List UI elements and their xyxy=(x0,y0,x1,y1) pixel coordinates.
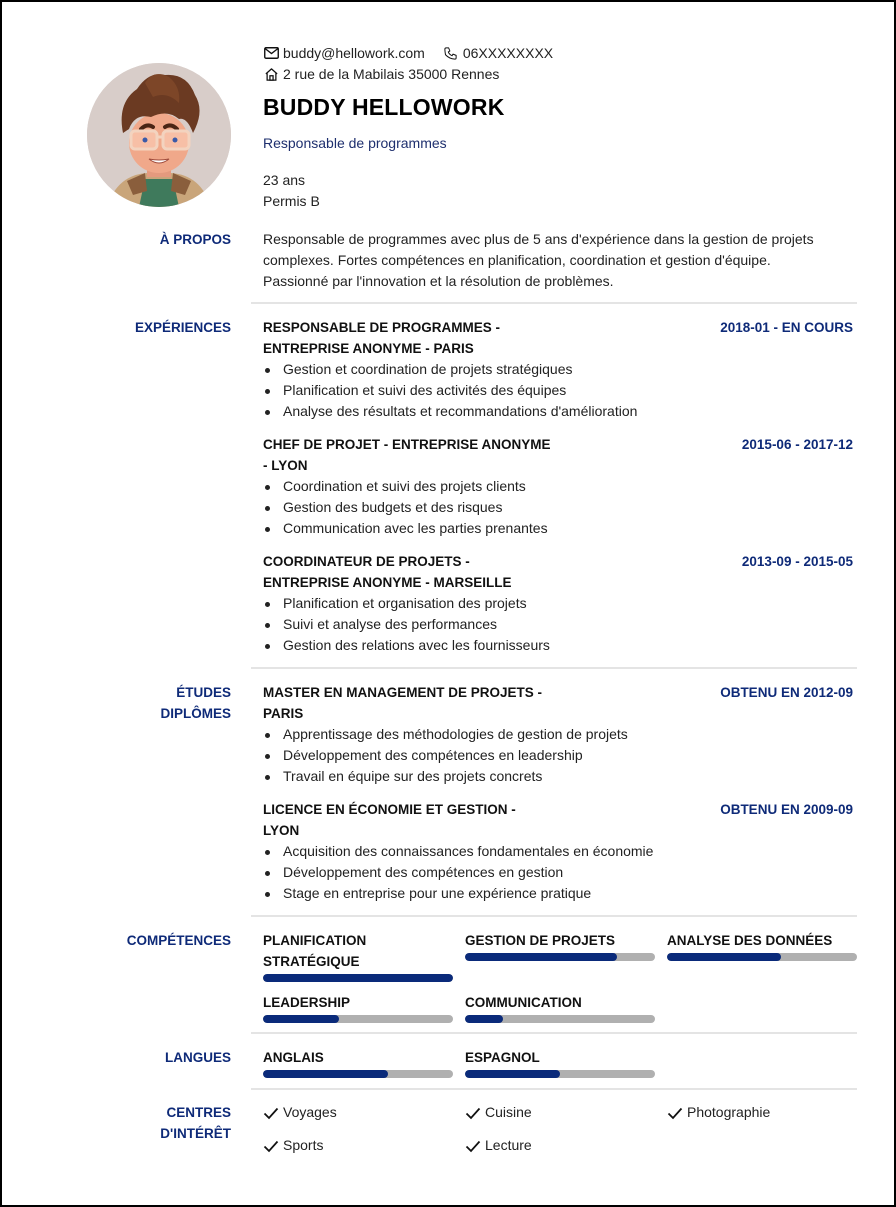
section-divider xyxy=(251,302,857,304)
skill-item xyxy=(263,992,453,1023)
skill-name-line: COMMUNICATION xyxy=(465,995,582,1010)
skill-level-fill xyxy=(263,974,453,982)
section-divider xyxy=(251,1032,857,1034)
avatar-illustration xyxy=(87,63,231,207)
skill-item xyxy=(465,992,655,1023)
skill-item xyxy=(667,930,857,961)
education-bullets xyxy=(263,841,653,904)
education-bullets xyxy=(263,724,628,787)
section-label-line: CENTRES xyxy=(166,1105,231,1120)
bullet-item: Gestion des budgets et des risques xyxy=(263,497,548,518)
experience-title-line: ENTREPRISE ANONYME - MARSEILLE xyxy=(263,575,512,590)
interest-label: Lecture xyxy=(485,1137,532,1153)
language-level-bar xyxy=(465,1070,655,1078)
experience-bullets xyxy=(263,476,548,539)
bullet-item: Développement des compétences en gestion xyxy=(263,862,653,883)
skill-name xyxy=(263,992,453,1013)
experience-title xyxy=(263,317,583,359)
skill-level-fill xyxy=(465,1015,503,1023)
skill-name xyxy=(667,930,857,951)
about-line: Passionné par l'innovation et la résolution de problèmes. xyxy=(263,273,614,289)
checkmark-icon xyxy=(263,1105,279,1121)
experience-title-line: - LYON xyxy=(263,458,308,473)
contact-row-1 xyxy=(263,45,571,61)
experience-date: 2015-06 - 2017-12 xyxy=(741,437,853,452)
skill-level-fill xyxy=(465,953,617,961)
interest-item xyxy=(465,1102,532,1123)
bullet-item: Planification et organisation des projets xyxy=(263,593,550,614)
skill-name xyxy=(465,930,655,951)
language-level-fill xyxy=(263,1070,388,1078)
language-item xyxy=(263,1047,453,1078)
interest-item xyxy=(465,1135,532,1156)
interest-item xyxy=(667,1102,770,1123)
experience-title-line: RESPONSABLE DE PROGRAMMES - xyxy=(263,320,501,335)
education-title-line: LICENCE EN ÉCONOMIE ET GESTION - xyxy=(263,802,516,817)
bullet-item: Apprentissage des méthodologies de gestion de projets xyxy=(263,724,628,745)
email-text: buddy@hellowork.com xyxy=(283,45,425,61)
skill-name-line: STRATÉGIQUE xyxy=(263,954,360,969)
skill-name xyxy=(263,930,453,972)
bullet-item: Analyse des résultats et recommandations d'amélioration xyxy=(263,401,637,422)
candidate-age: 23 ans xyxy=(263,172,306,188)
experience-date: 2013-09 - 2015-05 xyxy=(741,554,853,569)
section-divider xyxy=(251,915,857,917)
skill-item xyxy=(465,930,655,961)
education-title xyxy=(263,799,583,841)
language-level-bar xyxy=(263,1070,453,1078)
skill-name-line: GESTION DE PROJETS xyxy=(465,933,616,948)
section-label-line: DIPLÔMES xyxy=(160,706,231,721)
education-title-line: LYON xyxy=(263,823,300,838)
language-name: ESPAGNOL xyxy=(465,1050,540,1065)
section-label-skills: COMPÉTENCES xyxy=(126,933,231,948)
experience-bullets xyxy=(263,359,637,422)
experience-title-line: CHEF DE PROJET - ENTREPRISE ANONYME xyxy=(263,437,551,452)
skill-level-bar xyxy=(465,953,655,961)
email-item[interactable] xyxy=(263,45,425,61)
address-item xyxy=(263,66,499,82)
section-label-line: D'INTÉRÊT xyxy=(160,1126,231,1141)
section-label-about: À PROPOS xyxy=(159,232,231,247)
bullet-item: Suivi et analyse des performances xyxy=(263,614,550,635)
checkmark-icon xyxy=(263,1138,279,1154)
bullet-item: Gestion des relations avec les fournisseurs xyxy=(263,635,550,656)
section-label-languages: LANGUES xyxy=(164,1050,231,1065)
interest-label: Sports xyxy=(283,1137,324,1153)
education-date: OBTENU EN 2012-09 xyxy=(720,685,853,700)
skill-name-line: LEADERSHIP xyxy=(263,995,351,1010)
education-title-line: PARIS xyxy=(263,706,304,721)
section-label-interests xyxy=(2,1102,231,1144)
bullet-item: Stage en entreprise pour une expérience pratique xyxy=(263,883,653,904)
candidate-job-title: Responsable de programmes xyxy=(263,135,447,151)
education-date: OBTENU EN 2009-09 xyxy=(720,802,853,817)
interest-label: Voyages xyxy=(283,1104,337,1120)
checkmark-icon xyxy=(465,1138,481,1154)
language-name: ANGLAIS xyxy=(263,1050,324,1065)
skill-name xyxy=(465,992,655,1013)
education-title-line: MASTER EN MANAGEMENT DE PROJETS - xyxy=(263,685,543,700)
about-text xyxy=(263,229,857,292)
bullet-item: Communication avec les parties prenantes xyxy=(263,518,548,539)
interest-label: Photographie xyxy=(687,1104,771,1120)
bullet-item: Gestion et coordination de projets stratégiques xyxy=(263,359,637,380)
language-item xyxy=(465,1047,655,1078)
address-text: 2 rue de la Mabilais 35000 Rennes xyxy=(283,66,500,82)
section-label-line: ÉTUDES xyxy=(176,685,231,700)
candidate-license: Permis B xyxy=(263,193,320,209)
experience-bullets xyxy=(263,593,550,656)
home-icon xyxy=(263,66,279,82)
about-line: complexes. Fortes compétences en planification, coordination et gestion d'équipe. xyxy=(263,252,771,268)
section-divider xyxy=(251,667,857,669)
checkmark-icon xyxy=(667,1105,683,1121)
about-line: Responsable de programmes avec plus de 5 ans d'expérience dans la gestion de projets xyxy=(263,231,814,247)
education-title xyxy=(263,682,583,724)
skill-level-fill xyxy=(263,1015,339,1023)
experience-title xyxy=(263,434,583,476)
skill-level-bar xyxy=(667,953,857,961)
skill-item xyxy=(263,930,453,982)
language-level-fill xyxy=(465,1070,560,1078)
experience-title xyxy=(263,551,583,593)
interest-item xyxy=(263,1102,337,1123)
skill-level-bar xyxy=(465,1015,655,1023)
skill-level-bar xyxy=(263,1015,453,1023)
interest-label: Cuisine xyxy=(485,1104,532,1120)
envelope-icon xyxy=(263,45,279,61)
checkmark-icon xyxy=(465,1105,481,1121)
phone-text: 06XXXXXXXX xyxy=(462,45,554,61)
section-label-education xyxy=(2,682,231,724)
bullet-item: Planification et suivi des activités des équipes xyxy=(263,380,637,401)
phone-item[interactable] xyxy=(443,45,553,61)
bullet-item: Coordination et suivi des projets clients xyxy=(263,476,548,497)
bullet-item: Développement des compétences en leadership xyxy=(263,745,628,766)
bullet-item: Acquisition des connaissances fondamentales en économie xyxy=(263,841,653,862)
skill-name-line: PLANIFICATION xyxy=(263,933,367,948)
section-divider xyxy=(251,1088,857,1090)
experience-date: 2018-01 - EN COURS xyxy=(720,320,853,335)
experience-title-line: ENTREPRISE ANONYME - PARIS xyxy=(263,341,474,356)
bullet-item: Travail en équipe sur des projets concrets xyxy=(263,766,628,787)
skill-name-line: ANALYSE DES DONNÉES xyxy=(667,933,833,948)
candidate-name: BUDDY HELLOWORK xyxy=(263,94,505,120)
contact-row-2 xyxy=(263,66,517,82)
skill-level-bar xyxy=(263,974,453,982)
skill-level-fill xyxy=(667,953,781,961)
experience-title-line: COORDINATEUR DE PROJETS - xyxy=(263,554,470,569)
interest-item xyxy=(263,1135,323,1156)
phone-icon xyxy=(443,45,459,61)
section-label-experience: EXPÉRIENCES xyxy=(134,320,231,335)
profile-photo xyxy=(87,63,231,207)
